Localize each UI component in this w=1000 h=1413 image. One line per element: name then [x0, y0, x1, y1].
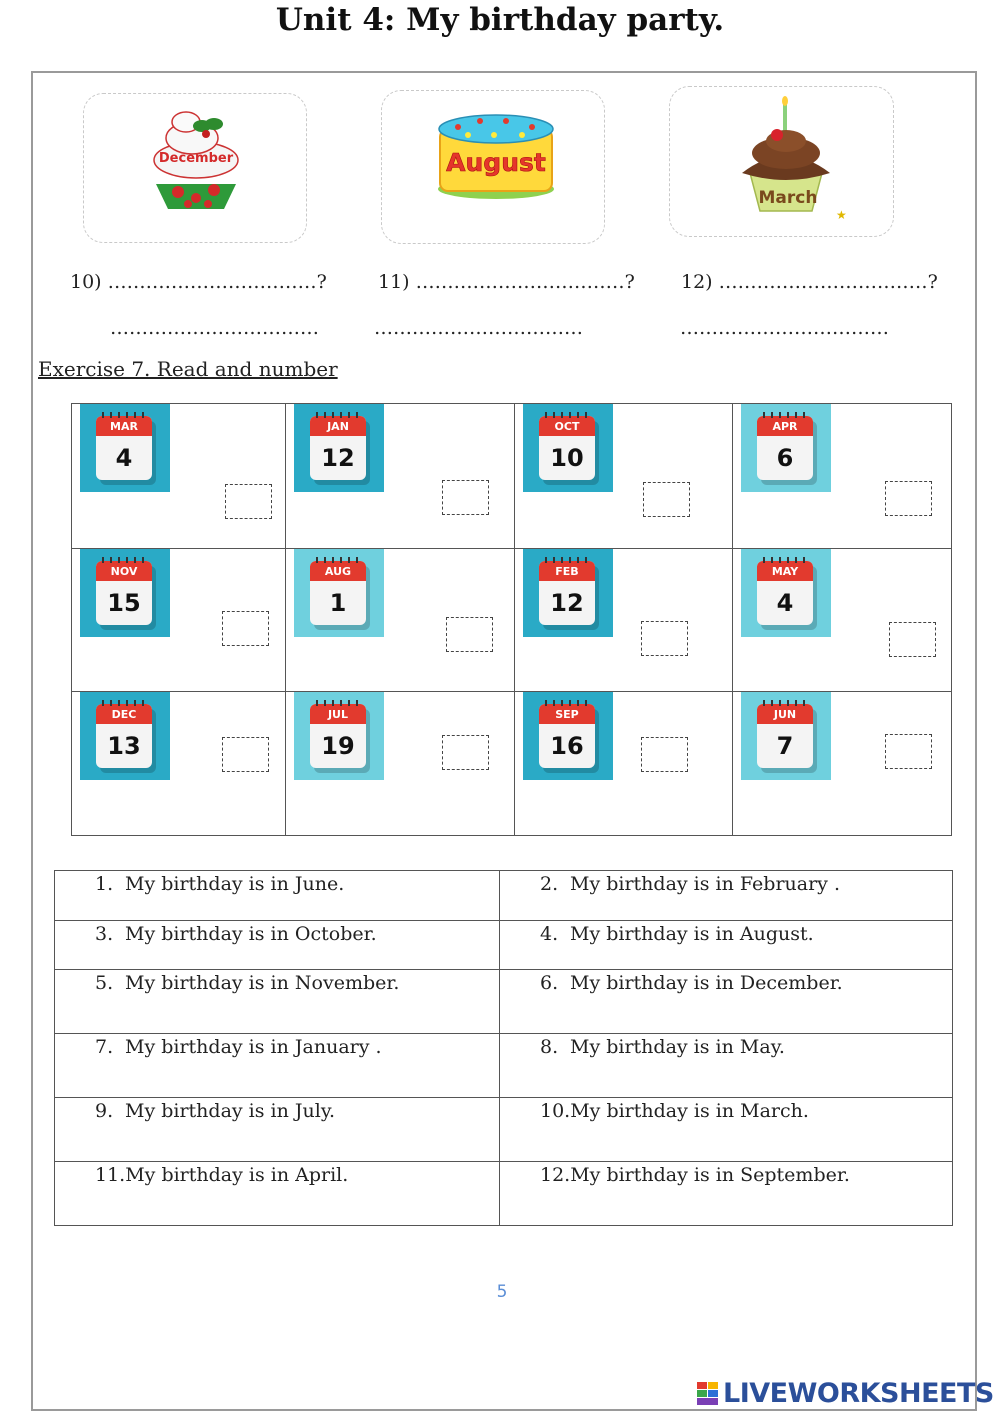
calendar-month: MAY	[757, 561, 813, 581]
sentence-number: 10.	[540, 1100, 571, 1122]
calendar-day: 4	[776, 589, 794, 617]
question-11[interactable]: 11) ……………………………?	[378, 271, 635, 293]
sentence-number: 2.	[540, 873, 559, 895]
calendar-grid	[71, 403, 952, 836]
sentence-cell	[500, 871, 953, 921]
answer-line-12[interactable]: ……………………………	[680, 317, 889, 339]
sentence-text: My birthday is in October.	[125, 923, 377, 945]
sentence-text: My birthday is in March.	[570, 1100, 809, 1122]
calendar-month: APR	[757, 416, 813, 436]
sentences-table	[54, 870, 953, 1226]
calendar-tile	[741, 692, 831, 780]
calendar-month: OCT	[539, 416, 595, 436]
page-title: Unit 4: My birthday party.	[275, 2, 725, 38]
calendar-tile	[294, 692, 384, 780]
sentence-number: 4.	[540, 923, 559, 945]
calendar-month: SEP	[539, 704, 595, 724]
march-picture-card	[669, 86, 894, 237]
answer-box[interactable]	[889, 622, 936, 657]
sentence-text: My birthday is in September.	[570, 1164, 850, 1186]
sentence-text: My birthday is in August.	[570, 923, 814, 945]
calendar-day: 7	[776, 732, 794, 760]
calendar-month: FEB	[539, 561, 595, 581]
sentence-number: 6.	[540, 972, 559, 994]
calendar-month: JUN	[757, 704, 813, 724]
answer-box[interactable]	[225, 484, 272, 519]
calendar-day: 16	[550, 732, 584, 760]
sentence-text: My birthday is in April.	[125, 1164, 349, 1186]
calendar-day: 15	[107, 589, 141, 617]
sentence-text: My birthday is in December.	[570, 972, 843, 994]
answer-line-10[interactable]: ……………………………	[110, 317, 319, 339]
august-card-label: August	[446, 148, 546, 177]
liveworksheets-mark-icon	[696, 1379, 720, 1407]
answer-line-11[interactable]: ……………………………	[374, 317, 583, 339]
sentence-number: 11.	[95, 1164, 126, 1186]
calendar-day: 12	[550, 589, 584, 617]
answer-box[interactable]	[222, 611, 269, 646]
question-10[interactable]: 10) ……………………………?	[70, 271, 327, 293]
calendar-month: DEC	[96, 704, 152, 724]
calendar-tile	[80, 692, 170, 780]
calendar-day: 1	[329, 589, 347, 617]
calendar-tile	[523, 549, 613, 637]
sentence-cell	[55, 970, 500, 1034]
calendar-cell	[286, 549, 515, 692]
calendar-tile	[523, 404, 613, 492]
calendar-month: MAR	[96, 416, 152, 436]
sentence-number: 8.	[540, 1036, 559, 1058]
sentence-cell	[55, 871, 500, 921]
sentence-text: My birthday is in June.	[125, 873, 345, 895]
exercise-7-heading: Exercise 7. Read and number	[38, 357, 338, 381]
august-picture-card	[381, 90, 605, 244]
calendar-cell	[733, 404, 952, 549]
december-picture-card	[83, 93, 307, 243]
answer-box[interactable]	[641, 621, 688, 656]
calendar-day: 19	[321, 732, 355, 760]
question-12[interactable]: 12) ……………………………?	[681, 271, 938, 293]
answer-box[interactable]	[885, 481, 932, 516]
sentence-text: My birthday is in February .	[570, 873, 840, 895]
sentence-cell	[55, 1034, 500, 1098]
answer-box[interactable]	[446, 617, 493, 652]
sentence-cell	[500, 1034, 953, 1098]
calendar-cell	[72, 549, 286, 692]
birthday-cake-icon	[382, 91, 604, 243]
calendar-cell	[515, 549, 733, 692]
calendar-cell	[72, 404, 286, 549]
sentence-text: My birthday is in May.	[570, 1036, 785, 1058]
sentence-cell	[55, 1162, 500, 1226]
sentence-number: 1.	[95, 873, 114, 895]
calendar-tile	[741, 404, 831, 492]
calendar-day: 12	[321, 444, 355, 472]
answer-box[interactable]	[643, 482, 690, 517]
december-card-label: December	[158, 151, 234, 166]
calendar-cell	[286, 692, 515, 836]
sentence-cell	[55, 1098, 500, 1162]
liveworksheets-logo-text: LIVEWORKSHEETS	[723, 1377, 994, 1409]
sentence-text: My birthday is in November.	[125, 972, 400, 994]
svg-text:★: ★	[836, 208, 847, 222]
calendar-cell	[515, 404, 733, 549]
calendar-cell	[733, 549, 952, 692]
sentence-cell	[500, 970, 953, 1034]
sentence-number: 3.	[95, 923, 114, 945]
calendar-day: 4	[115, 444, 133, 472]
page-number: 5	[496, 1282, 508, 1302]
sentence-number: 9.	[95, 1100, 114, 1122]
calendar-day: 6	[776, 444, 794, 472]
sentence-cell	[500, 1098, 953, 1162]
calendar-tile	[741, 549, 831, 637]
calendar-tile	[294, 404, 384, 492]
sentence-number: 7.	[95, 1036, 114, 1058]
answer-box[interactable]	[641, 737, 688, 772]
sentence-text: My birthday is in July.	[125, 1100, 336, 1122]
march-card-label: March	[758, 188, 818, 208]
calendar-cell	[72, 692, 286, 836]
calendar-tile	[294, 549, 384, 637]
sentence-cell	[55, 921, 500, 970]
calendar-month: AUG	[310, 561, 366, 581]
sentence-text: My birthday is in January .	[125, 1036, 382, 1058]
calendar-day: 13	[107, 732, 141, 760]
calendar-tile	[80, 549, 170, 637]
christmas-cupcake-icon	[84, 94, 306, 242]
calendar-month: JAN	[310, 416, 366, 436]
calendar-month: JUL	[310, 704, 366, 724]
calendar-month: NOV	[96, 561, 152, 581]
calendar-cell	[286, 404, 515, 549]
sentence-number: 5.	[95, 972, 114, 994]
calendar-cell	[515, 692, 733, 836]
sentence-number: 12.	[540, 1164, 571, 1186]
answer-box[interactable]	[442, 480, 489, 515]
calendar-tile	[80, 404, 170, 492]
calendar-cell	[733, 692, 952, 836]
answer-box[interactable]	[442, 735, 489, 770]
sentence-cell	[500, 1162, 953, 1226]
sentence-cell	[500, 921, 953, 970]
liveworksheets-logo[interactable]	[696, 1376, 994, 1410]
calendar-day: 10	[550, 444, 584, 472]
calendar-tile	[523, 692, 613, 780]
answer-box[interactable]	[885, 734, 932, 769]
answer-box[interactable]	[222, 737, 269, 772]
chocolate-cupcake-icon	[670, 87, 893, 236]
